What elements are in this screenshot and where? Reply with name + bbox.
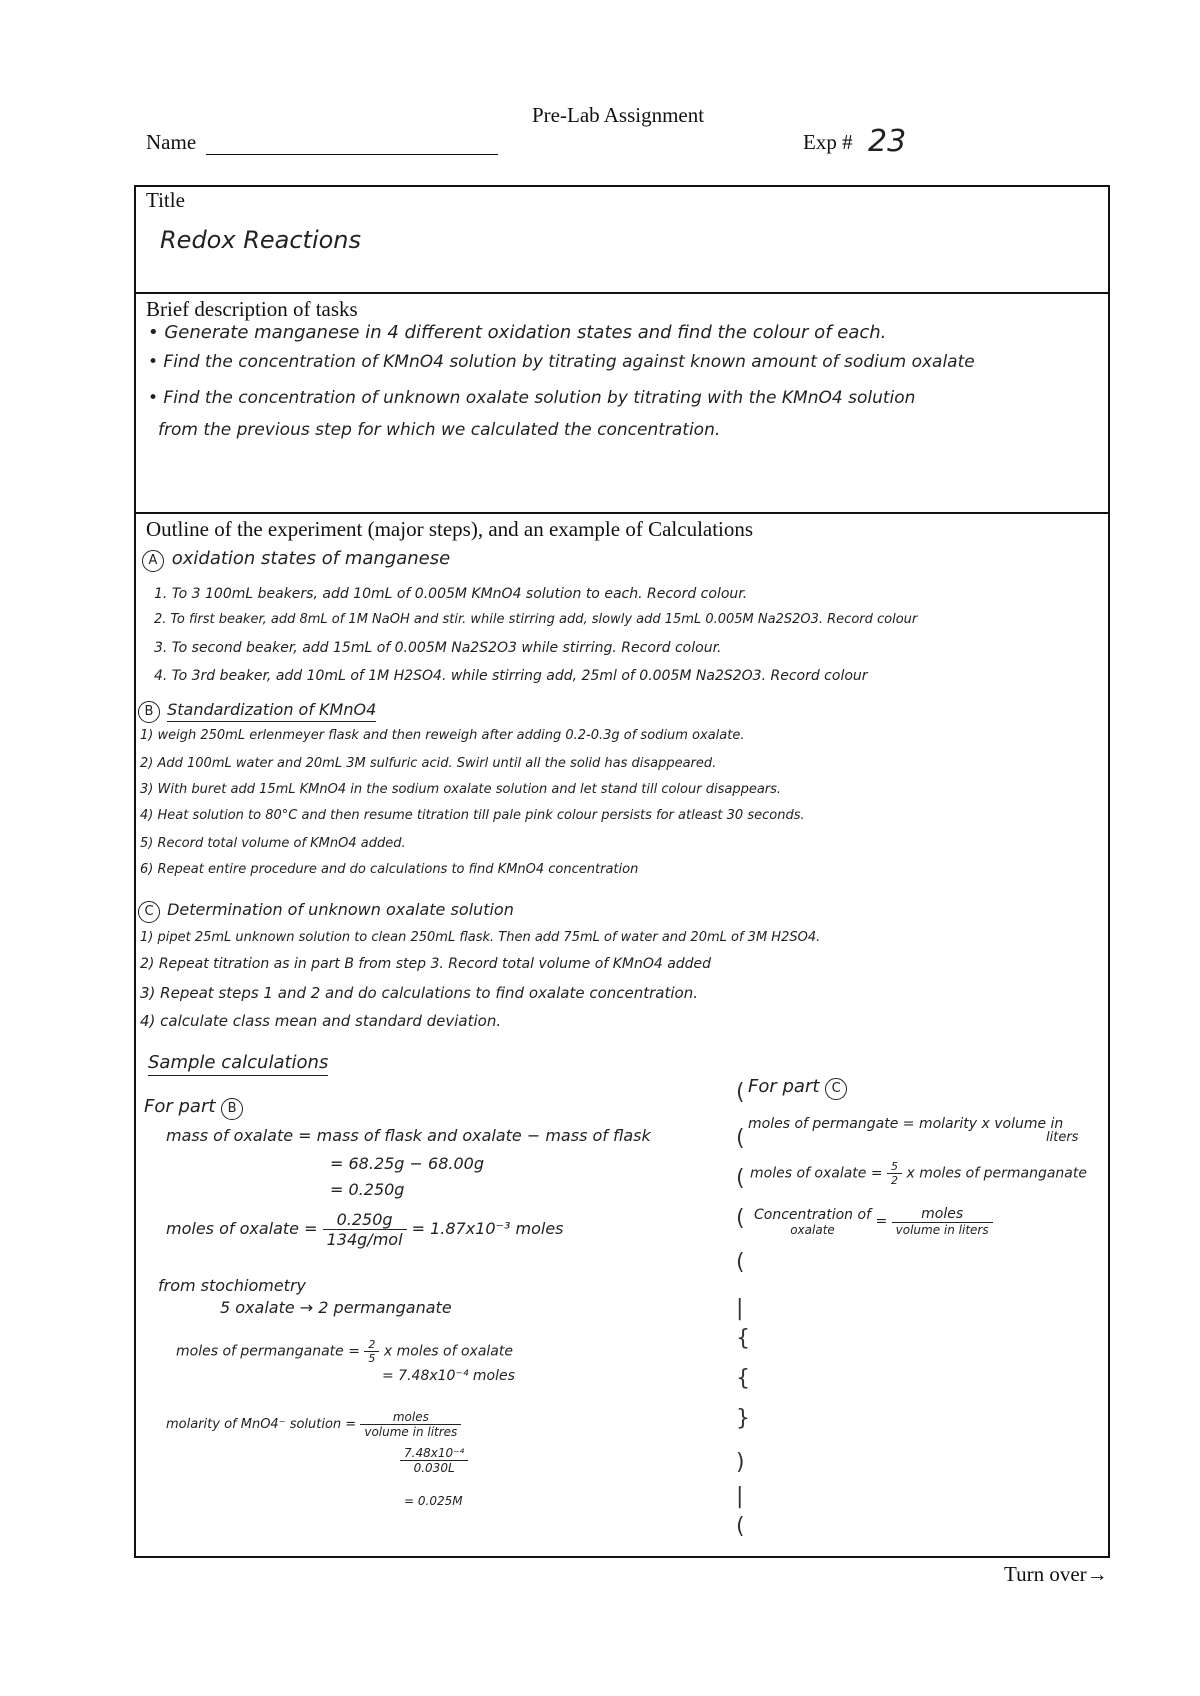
name-field[interactable]	[206, 154, 498, 155]
mass-line-1: mass of oxalate = mass of flask and oxalate − mass of flask	[166, 1126, 651, 1145]
moles-oxalate-rhs: = 1.87x10⁻³ moles	[411, 1219, 564, 1238]
part-b-calc-marker: B	[221, 1098, 243, 1120]
moles-perm-calc	[176, 1338, 513, 1365]
part-b-step: 1) weigh 250mL erlenmeyer flask and then reweigh after adding 0.2-0.3g of sodium oxalate.	[140, 728, 745, 743]
c-line-3-den: volume in liters	[895, 1223, 989, 1237]
column-divider-mark: {	[736, 1326, 750, 1351]
part-a-title: oxidation states of manganese	[171, 548, 451, 569]
molarity-calc	[166, 1410, 461, 1439]
c-line-3	[754, 1206, 993, 1237]
part-a-heading	[142, 548, 450, 572]
moles-oxalate-den: 134g/mol	[326, 1230, 403, 1249]
mass-line-2: = 68.25g − 68.00g	[330, 1154, 484, 1173]
moles-oxalate-num: 0.250g	[323, 1210, 407, 1230]
column-divider-mark: |	[736, 1296, 744, 1321]
moles-oxalate-lhs: moles of oxalate =	[166, 1219, 318, 1238]
part-b-step: 6) Repeat entire procedure and do calculations to find KMnO4 concentration	[140, 862, 639, 877]
part-c-step: 3) Repeat steps 1 and 2 and do calculations to find oxalate concentration.	[140, 984, 698, 1002]
part-c-step: 4) calculate class mean and standard deviation.	[140, 1012, 502, 1030]
part-b-title: Standardization of KMnO4	[167, 700, 376, 722]
task-item: from the previous step for which we calculated the concentration.	[158, 420, 721, 440]
moles-oxalate-calc	[166, 1210, 564, 1249]
c-line-3-lhs: Concentration of	[754, 1206, 871, 1223]
molarity-step-2	[400, 1446, 468, 1475]
part-b-calc-label	[144, 1096, 245, 1120]
column-divider-mark: |	[736, 1484, 744, 1509]
moles-perm-den: 5	[368, 1352, 376, 1365]
part-a-step: 1. To 3 100mL beakers, add 10mL of 0.005M KMnO4 solution to each. Record colour.	[154, 586, 748, 602]
part-c-calc-label	[748, 1076, 849, 1100]
column-divider-mark: (	[736, 1166, 745, 1191]
name-label: Name	[146, 130, 197, 154]
moles-perm-num: 2	[364, 1338, 379, 1352]
divider-tasks	[134, 512, 1110, 514]
moles-perm-lhs: moles of permanganate =	[176, 1343, 360, 1360]
molarity-num: moles	[360, 1410, 461, 1425]
c-line-2-lhs: moles of oxalate =	[750, 1165, 883, 1182]
part-c-step: 2) Repeat titration as in part B from step 3. Record total volume of KMnO4 added	[140, 956, 712, 972]
column-divider-mark: (	[736, 1514, 745, 1539]
task-item: • Find the concentration of unknown oxalate solution by titrating with the KMnO4 solution	[148, 388, 916, 408]
moles-perm-fraction	[364, 1338, 379, 1365]
stoich-heading: from stochiometry	[158, 1276, 306, 1295]
molarity-den-2: 0.030L	[413, 1461, 455, 1475]
molarity-fraction-2	[400, 1446, 468, 1475]
task-item: • Generate manganese in 4 different oxidation states and find the colour of each.	[148, 322, 887, 343]
c-line-2-num: 5	[887, 1160, 902, 1174]
c-line-2-den: 2	[891, 1174, 899, 1187]
c-line-1: moles of permangate = molarity x volume in	[748, 1116, 1064, 1132]
column-divider-mark: (	[736, 1206, 745, 1231]
part-c-marker: C	[138, 901, 160, 923]
part-b-marker: B	[138, 701, 160, 723]
c-line-2-fraction	[887, 1160, 902, 1187]
task-item: • Find the concentration of KMnO4 solution by titrating against known amount of sodium oxalate	[148, 352, 975, 372]
c-line-2-rhs: x moles of permanganate	[906, 1165, 1087, 1182]
outline-label: Outline of the experiment (major steps), and an example of Calculations	[146, 517, 754, 541]
c-line-3-lhs2: oxalate	[790, 1222, 835, 1237]
turn-over-link[interactable]: Turn over→	[1004, 1562, 1108, 1586]
c-line-3-equals: =	[875, 1213, 888, 1230]
part-b-step: 2) Add 100mL water and 20mL 3M sulfuric acid. Swirl until all the solid has disappeared.	[140, 756, 717, 771]
part-b-calc-text: For part	[144, 1096, 216, 1117]
molarity-fraction	[360, 1410, 461, 1439]
c-line-1b: liters	[1046, 1130, 1079, 1145]
part-a-step: 2. To first beaker, add 8mL of 1M NaOH and stir. while stirring add, slowly add 15mL 0.005M Na2S2O3. Record colour	[154, 612, 918, 627]
exp-label: Exp #	[803, 130, 853, 154]
column-divider-mark: (	[736, 1126, 745, 1151]
c-line-3-num: moles	[892, 1206, 993, 1223]
c-line-2	[750, 1160, 1087, 1187]
title-label: Title	[146, 188, 185, 212]
part-c-step: 1) pipet 25mL unknown solution to clean 250mL flask. Then add 75mL of water and 20mL of 3M H2SO4.	[140, 930, 821, 945]
exp-number[interactable]: 23	[868, 124, 907, 159]
molarity-lhs: molarity of MnO4⁻ solution =	[166, 1417, 357, 1432]
part-b-step: 4) Heat solution to 80°C and then resume titration till pale pink colour persists for atleast 30 seconds.	[140, 808, 805, 823]
divider-title	[134, 292, 1110, 294]
part-b-step: 3) With buret add 15mL KMnO4 in the sodium oxalate solution and let stand till colour disappears.	[140, 782, 782, 797]
part-c-title: Determination of unknown oxalate solution	[167, 900, 514, 919]
moles-perm-rhs: x moles of oxalate	[383, 1343, 513, 1360]
column-divider-mark: }	[736, 1406, 750, 1431]
molarity-den: volume in litres	[364, 1425, 458, 1439]
part-c-heading	[138, 900, 514, 923]
column-divider-mark: (	[736, 1080, 745, 1105]
title-value[interactable]: Redox Reactions	[160, 226, 362, 254]
part-c-calc-marker: C	[825, 1078, 847, 1100]
calc-heading: Sample calculations	[148, 1052, 328, 1076]
stoich-ratio: 5 oxalate → 2 permanganate	[220, 1298, 452, 1317]
part-c-calc-text: For part	[748, 1076, 820, 1097]
column-divider-mark: )	[736, 1450, 745, 1475]
part-b-step: 5) Record total volume of KMnO4 added.	[140, 836, 406, 851]
part-a-step: 4. To 3rd beaker, add 10mL of 1M H2SO4. while stirring add, 25ml of 0.005M Na2S2O3. Record colour	[154, 668, 868, 684]
column-divider-mark: (	[736, 1250, 745, 1275]
c-line-3-label	[754, 1207, 871, 1237]
page-title: Pre-Lab Assignment	[532, 103, 705, 127]
part-b-heading	[138, 700, 376, 723]
moles-perm-result: = 7.48x10⁻⁴ moles	[382, 1368, 515, 1384]
molarity-num-2: 7.48x10⁻⁴	[400, 1446, 468, 1461]
part-a-step: 3. To second beaker, add 15mL of 0.005M Na2S2O3 while stirring. Record colour.	[154, 640, 722, 656]
molarity-result: = 0.025M	[404, 1494, 463, 1508]
tasks-label: Brief description of tasks	[146, 297, 358, 321]
column-divider-mark: {	[736, 1366, 750, 1391]
mass-line-3: = 0.250g	[330, 1180, 405, 1199]
moles-oxalate-fraction	[323, 1210, 407, 1249]
c-line-3-fraction	[892, 1206, 993, 1237]
part-a-marker: A	[142, 550, 164, 572]
